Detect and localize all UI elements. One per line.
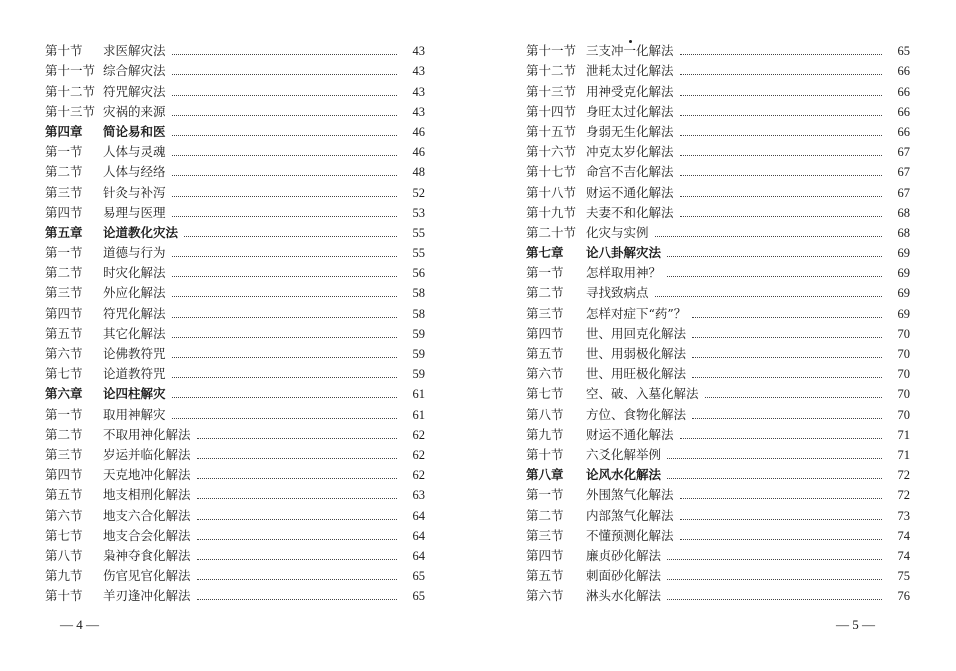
toc-entry-title: 其它化解法 [103,325,166,341]
dot-leader [197,558,397,560]
dot-leader [680,94,882,96]
toc-section-row [45,58,425,78]
toc-entry-title: 怎样取用神？ [586,265,662,281]
toc-section-row [45,422,425,442]
toc-entry-title: 六爻化解举例 [586,446,662,462]
toc-page-number: 48 [412,165,425,180]
dot-leader [680,114,882,116]
dot-leader [692,376,882,378]
toc-entry-title: 夫妻不和化解法 [586,204,674,220]
toc-page-number: 63 [412,488,425,503]
toc-entry-title: 天克地冲化解法 [103,467,191,483]
toc-section-row [45,280,425,300]
toc-section-row [526,200,910,220]
toc-section-number: 第五节 [45,487,83,503]
toc-page-number: 58 [412,306,425,321]
toc-page-number: 69 [897,306,910,321]
toc-section-number: 第三节 [526,305,564,321]
toc-section-number: 第十二节 [526,63,577,79]
toc-section-number: 第十一节 [45,63,96,79]
toc-entry-title: 论道教化灾法 [103,224,179,240]
toc-section-number: 第七节 [526,386,564,402]
toc-section-number: 第二节 [526,507,564,523]
dot-leader [692,417,882,419]
dot-leader [680,437,882,439]
toc-section-row [526,543,910,563]
toc-section-number: 第十三节 [526,83,577,99]
toc-section-number: 第一节 [45,245,83,261]
toc-page-number: 64 [412,528,425,543]
toc-section-number: 第十五节 [526,123,577,139]
toc-entry-title: 人体与经络 [103,164,166,180]
toc-section-row [45,563,425,583]
toc-section-number: 第十九节 [526,204,577,220]
dot-leader [680,497,882,499]
toc-entry-title: 求医解灾法 [103,43,166,59]
dot-leader [680,538,882,540]
toc-entry-title: 论风水化解法 [586,467,662,483]
toc-section-row [526,179,910,199]
toc-page-number: 56 [412,266,425,281]
toc-entry-title: 身旺太过化解法 [586,103,674,119]
toc-section-row [45,583,425,603]
toc-entry-title: 不懂预测化解法 [586,527,674,543]
toc-entry-title: 地支六合化解法 [103,507,191,523]
toc-entry-title: 简论易和医 [103,123,166,139]
toc-page-number: 61 [412,387,425,402]
dot-leader [172,114,397,116]
toc-section-row [45,462,425,482]
dot-leader [680,174,882,176]
toc-section-number: 第六节 [526,588,564,604]
toc-entry-title: 用神受克化解法 [586,83,674,99]
toc-page-number: 66 [897,124,910,139]
toc-section-row [526,280,910,300]
page-number-right: — 5 — [836,617,875,632]
toc-page-number: 43 [412,64,425,79]
toc-left-page [45,38,425,618]
toc-section-row [526,502,910,522]
toc-section-number: 第三节 [45,184,83,200]
dot-leader [197,598,397,600]
toc-page-number: 67 [897,165,910,180]
toc-entry-title: 外围煞气化解法 [586,487,674,503]
toc-section-number: 第六节 [526,366,564,382]
toc-section-number: 第四节 [45,305,83,321]
toc-page-number: 46 [412,145,425,160]
toc-section-number: 第十六节 [526,144,577,160]
toc-page-number: 62 [412,427,425,442]
toc-page-number: 67 [897,185,910,200]
toc-page-number: 70 [897,367,910,382]
toc-entry-title: 内部煞气化解法 [586,507,674,523]
toc-section-number: 第八节 [45,547,83,563]
toc-section-number: 第七节 [45,527,83,543]
toc-entry-title: 论八卦解灾法 [586,245,662,261]
toc-page-number: 62 [412,447,425,462]
toc-section-row [45,502,425,522]
toc-section-row [45,240,425,260]
toc-section-number: 第四节 [526,325,564,341]
toc-entry-title: 怎样对症下“药”？ [586,305,687,321]
toc-entry-title: 三支冲一化解法 [586,43,674,59]
toc-entry-title: 身弱无生化解法 [586,123,674,139]
toc-page-number: 72 [897,488,910,503]
toc-section-number: 第一节 [526,487,564,503]
toc-section-number: 第九节 [45,568,83,584]
dot-leader [172,275,397,277]
toc-entry-title: 论佛教符咒 [103,346,166,361]
toc-section-row [526,422,910,442]
toc-section-number: 第十节 [526,446,564,462]
toc-entry-title: 伤官见官化解法 [103,568,191,584]
toc-entry-title: 外应化解法 [103,285,166,301]
toc-page-number: 65 [412,589,425,604]
toc-section-row [45,442,425,462]
toc-section-number: 第四节 [526,547,564,563]
toc-section-row [526,58,910,78]
toc-entry-title: 符咒解灾法 [103,83,166,99]
toc-section-number: 第二节 [45,164,83,180]
toc-section-row [526,220,910,240]
toc-section-row [526,482,910,502]
toc-entry-title: 地支合会化解法 [103,527,191,543]
dot-leader [172,255,397,257]
toc-page-number: 65 [412,569,425,584]
toc-section-row [45,139,425,159]
toc-section-row [526,139,910,159]
toc-section-row [45,523,425,543]
toc-chapter-row [45,119,425,139]
toc-page-number: 59 [412,326,425,341]
toc-section-number: 第七章 [526,245,564,261]
toc-section-row [526,260,910,280]
dot-leader [680,195,882,197]
toc-section-row [45,361,425,381]
toc-section-number: 第三节 [45,285,83,301]
print-speck [629,40,632,43]
toc-section-number: 第一节 [45,406,83,422]
toc-page-number: 46 [412,124,425,139]
toc-entry-title: 空、破、入墓化解法 [586,386,699,402]
toc-entry-title: 灾祸的来源 [103,103,166,119]
dot-leader [172,174,397,176]
dot-leader [172,295,397,297]
dot-leader [172,73,397,75]
toc-section-row [526,38,910,58]
toc-section-row [526,563,910,583]
toc-page-number: 59 [412,367,425,382]
toc-section-row [45,78,425,98]
toc-section-number: 第四章 [45,123,83,139]
toc-page-number: 70 [897,407,910,422]
toc-entry-title: 财运不通化解法 [586,426,674,442]
toc-entry-title: 不取用神化解法 [103,426,191,442]
toc-page-number: 55 [412,246,425,261]
toc-chapter-row [45,381,425,401]
dot-leader [655,295,882,297]
toc-page-number: 43 [412,104,425,119]
toc-entry-title: 世、用弱极化解法 [586,346,687,361]
toc-section-row [526,159,910,179]
toc-entry-title: 世、用旺极化解法 [586,366,687,382]
toc-page-number: 68 [897,205,910,220]
toc-page-number: 59 [412,347,425,361]
dot-leader [197,437,397,439]
dot-leader [197,518,397,520]
toc-entry-title: 论道教符咒 [103,366,166,382]
toc-entry-title: 岁运并临化解法 [103,446,191,462]
toc-page-number: 43 [412,44,425,59]
toc-section-row [45,482,425,502]
toc-section-row [526,381,910,401]
toc-section-number: 第六节 [45,507,83,523]
toc-section-row [45,179,425,199]
dot-leader [172,154,397,156]
toc-page-number: 68 [897,225,910,240]
toc-page-number: 71 [897,447,910,462]
dot-leader [197,477,397,479]
toc-section-number: 第五节 [45,325,83,341]
toc-entry-title: 论四柱解灾 [103,386,166,402]
toc-entry-title: 世、用回克化解法 [586,325,687,341]
dot-leader [172,356,397,358]
toc-page-number: 72 [897,468,910,483]
toc-page-number: 69 [897,286,910,301]
toc-page-number: 71 [897,427,910,442]
toc-entry-title: 符咒化解法 [103,305,166,321]
dot-leader [667,457,882,459]
toc-page-number: 69 [897,266,910,281]
toc-section-row [526,523,910,543]
toc-section-row [45,200,425,220]
toc-entry-title: 泄耗太过化解法 [586,63,674,79]
dot-leader [692,356,882,358]
toc-section-row [526,401,910,421]
toc-entry-title: 淋头水化解法 [586,588,662,604]
toc-page-number: 70 [897,347,910,361]
toc-section-row [526,119,910,139]
toc-page-number: 69 [897,246,910,261]
toc-entry-title: 命宫不吉化解法 [586,164,674,180]
dot-leader [692,336,882,338]
toc-page-number: 52 [412,185,425,200]
dot-leader [172,53,397,55]
dot-leader [667,598,882,600]
toc-entry-title: 方位、食物化解法 [586,406,687,422]
toc-entry-title: 地支相刑化解法 [103,487,191,503]
toc-page-number: 74 [897,548,910,563]
toc-chapter-row [526,462,910,482]
toc-section-row [45,543,425,563]
toc-page-number: 66 [897,64,910,79]
toc-section-number: 第一节 [526,265,564,281]
toc-right-page [526,38,910,618]
toc-page-number: 74 [897,528,910,543]
page-number-left: — 4 — [60,617,99,632]
dot-leader [197,497,397,499]
dot-leader [667,578,882,580]
toc-section-number: 第七节 [45,366,83,382]
toc-entry-title: 羊刃逢冲化解法 [103,588,191,604]
toc-section-row [45,99,425,119]
toc-page-number: 66 [897,84,910,99]
toc-entry-title: 取用神解灾 [103,406,166,422]
toc-entry-title: 人体与灵魂 [103,144,166,160]
toc-entry-title: 枭神夺食化解法 [103,547,191,563]
toc-entry-title: 刺面砂化解法 [586,568,662,584]
toc-section-number: 第十三节 [45,103,96,119]
toc-page-number: 53 [412,205,425,220]
dot-leader [172,316,397,318]
toc-section-number: 第十节 [45,588,83,604]
toc-entry-title: 针灸与补泻 [103,184,166,200]
toc-entry-title: 寻找致病点 [586,285,649,301]
toc-section-row [45,260,425,280]
toc-section-number: 第十四节 [526,103,577,119]
dot-leader [172,195,397,197]
toc-page-number: 75 [897,569,910,584]
toc-section-row [526,341,910,361]
toc-section-row [526,321,910,341]
toc-page-number: 62 [412,468,425,483]
toc-section-number: 第十八节 [526,184,577,200]
toc-entry-title: 易理与医理 [103,204,166,220]
toc-section-row [45,300,425,320]
toc-section-number: 第十节 [45,43,83,59]
dot-leader [184,235,397,237]
toc-section-row [526,583,910,603]
dot-leader [692,316,882,318]
dot-leader [680,134,882,136]
toc-page-number: 64 [412,548,425,563]
toc-section-number: 第九节 [526,426,564,442]
dot-leader [667,558,882,560]
toc-section-row [526,361,910,381]
toc-section-number: 第五节 [526,346,564,361]
toc-section-row [45,321,425,341]
toc-section-row [45,38,425,58]
dot-leader [655,235,882,237]
toc-section-row [526,442,910,462]
dot-leader [197,457,397,459]
toc-chapter-row [45,220,425,240]
toc-chapter-row [526,240,910,260]
dot-leader [680,215,882,217]
dot-leader [172,336,397,338]
toc-section-number: 第八章 [526,467,564,483]
dot-leader [680,518,882,520]
toc-section-row [45,401,425,421]
toc-page-number: 66 [897,104,910,119]
toc-section-row [526,78,910,98]
toc-section-number: 第四节 [45,467,83,483]
toc-page-number: 61 [412,407,425,422]
toc-entry-title: 时灾化解法 [103,265,166,281]
toc-page-number: 43 [412,84,425,99]
toc-section-number: 第二节 [45,265,83,281]
toc-section-row [45,341,425,361]
toc-section-row [526,300,910,320]
toc-page-number: 64 [412,508,425,523]
dot-leader [197,578,397,580]
dot-leader [172,215,397,217]
dot-leader [667,477,882,479]
toc-section-row [526,99,910,119]
toc-section-number: 第三节 [526,527,564,543]
toc-entry-title: 道德与行为 [103,245,166,261]
dot-leader [667,275,882,277]
toc-page-number: 76 [897,589,910,604]
toc-section-number: 第四节 [45,204,83,220]
toc-section-row [45,159,425,179]
toc-section-number: 第十七节 [526,164,577,180]
dot-leader [197,538,397,540]
dot-leader [172,376,397,378]
toc-entry-title: 冲克太岁化解法 [586,144,674,160]
dot-leader [680,154,882,156]
toc-section-number: 第六节 [45,346,83,361]
toc-page-number: 70 [897,326,910,341]
toc-page-number: 67 [897,145,910,160]
toc-page-number: 65 [897,44,910,59]
dot-leader [667,255,882,257]
toc-entry-title: 财运不通化解法 [586,184,674,200]
toc-section-number: 第五节 [526,568,564,584]
dot-leader [705,396,882,398]
toc-section-number: 第三节 [45,446,83,462]
dot-leader [172,94,397,96]
toc-page-number: 73 [897,508,910,523]
toc-section-number: 第一节 [45,144,83,160]
toc-section-number: 第八节 [526,406,564,422]
toc-section-number: 第二节 [45,426,83,442]
dot-leader [172,396,397,398]
toc-page-number: 70 [897,387,910,402]
toc-section-number: 第十二节 [45,83,96,99]
toc-entry-title: 综合解灾法 [103,63,166,79]
toc-section-number: 第六章 [45,386,83,402]
dot-leader [680,73,882,75]
toc-section-number: 第二节 [526,285,564,301]
toc-page-number: 58 [412,286,425,301]
toc-section-number: 第十一节 [526,43,577,59]
toc-page-number: 55 [412,225,425,240]
toc-section-number: 第五章 [45,224,83,240]
dot-leader [680,53,882,55]
toc-entry-title: 廉贞砂化解法 [586,547,662,563]
toc-entry-title: 化灾与实例 [586,224,649,240]
dot-leader [172,417,397,419]
toc-section-number: 第二十节 [526,224,577,240]
dot-leader [172,134,397,136]
